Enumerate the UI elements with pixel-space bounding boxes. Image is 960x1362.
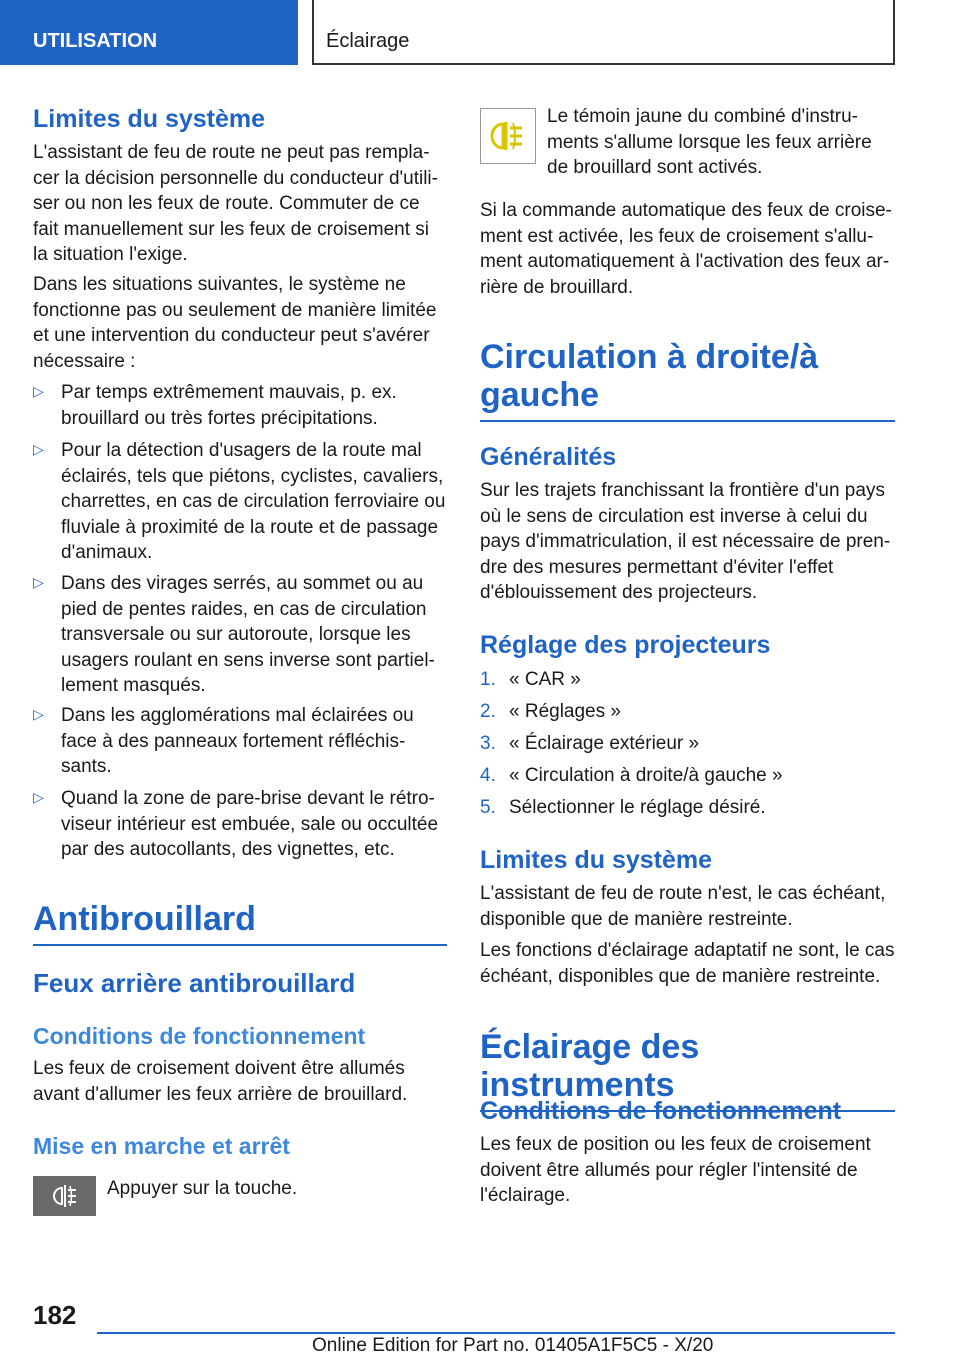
paragraph-limits-1: L'assistant de feu de route ne peut pas rempla-cer la décision personnelle du conducteur d'utili-ser ou non les feux de route. Commuter de ce fait manuellement sur les feux de croisement si la situation l'exige. <box>33 142 438 265</box>
paragraph-conditions-2: Les feux de position ou les feux de croisement doivent être allumés pour régler l'intensité de l'éclairage. <box>480 1134 871 1206</box>
section-tab: UTILISATION <box>0 0 298 65</box>
list-item-text: Par temps extrêmement mauvais, p. ex. brouillard ou très fortes précipitations. <box>61 382 397 429</box>
bullet-triangle-icon: ▷ <box>33 789 44 805</box>
paragraph-conditions: Les feux de croisement doivent être allumés avant d'allumer les feux arrière de brouillard. <box>33 1058 408 1105</box>
heading-generalites: Généralités <box>480 443 617 471</box>
footer-divider <box>97 1332 895 1334</box>
footer-edition: Online Edition for Part no. 01405A1F5C5 - X/20 <box>312 1335 714 1356</box>
list-item-text: Quand la zone de pare-brise devant le rétro-viseur intérieur est embuée, sale ou occultée par des autocollants, des vignettes, etc. <box>61 788 439 860</box>
paragraph-limits-2: Dans les situations suivantes, le système ne fonctionne pas ou seulement de manière limitée et une intervention du conducteur peut s'avérer nécessaire : <box>33 274 437 372</box>
heading-conditions: Conditions de fonctionnement <box>33 1023 366 1049</box>
page-number: 182 <box>33 1300 77 1330</box>
step-text: « Circulation à droite/à gauche » <box>509 765 783 786</box>
heading-conditions-2: Conditions de fonctionnement <box>480 1097 842 1125</box>
rear-fog-indicator-icon <box>480 108 536 164</box>
heading-reglage: Réglage des projecteurs <box>480 631 771 659</box>
paragraph-mise: Appuyer sur la touche. <box>107 1178 298 1199</box>
list-item-text: Dans des virages serrés, au sommet ou au pied de pentes raides, en cas de circulation transversale ou sur autoroute, lorsque les usagers roulant en sens inverse sont partiel-lement masqués. <box>61 573 435 696</box>
bullet-triangle-icon: ▷ <box>33 383 44 399</box>
step-number: 2. <box>480 701 496 722</box>
step-number: 4. <box>480 765 496 786</box>
bullet-triangle-icon: ▷ <box>33 574 44 590</box>
paragraph-temoin: Le témoin jaune du combiné d'instru-ments s'allume lorsque les feux arrière de brouillard sont activés. <box>547 106 872 178</box>
heading-mise-en-marche: Mise en marche et arrêt <box>33 1133 290 1159</box>
list-item <box>33 703 447 780</box>
paragraph-auto: Si la commande automatique des feux de croise-ment est activée, les feux de croisement s'allu-ment automatiquement à l'activation des feux ar-rière de brouillard. <box>480 200 892 298</box>
list-item <box>33 438 447 566</box>
heading-circulation: Circulation à droite/à gauche <box>480 338 895 422</box>
heading-limits: Limites du système <box>33 105 266 133</box>
list-item <box>33 786 447 863</box>
step-number: 5. <box>480 797 496 818</box>
heading-limits-2: Limites du système <box>480 846 713 874</box>
step-text: « Éclairage extérieur » <box>509 733 700 754</box>
step-number: 1. <box>480 669 496 690</box>
bullet-triangle-icon: ▷ <box>33 441 44 457</box>
paragraph-limits2-a: L'assistant de feu de route n'est, le cas échéant, disponible que de manière restreinte. <box>480 883 886 930</box>
step-text: « CAR » <box>509 669 581 690</box>
heading-antibrouillard: Antibrouillard <box>33 900 447 946</box>
step-text: « Réglages » <box>509 701 621 722</box>
list-item-text: Pour la détection d'usagers de la route mal éclairés, tels que piétons, cyclistes, cavaliers, charrettes, en cas de circulation ferroviaire ou fluviale à proximité de la route et de passage d'animaux. <box>61 440 446 563</box>
list-item <box>33 380 447 431</box>
paragraph-limits2-b: Les fonctions d'éclairage adaptatif ne sont, le cas échéant, disponibles que de manière restreinte. <box>480 940 895 987</box>
rear-fog-button-icon <box>33 1176 96 1216</box>
list-item <box>33 571 447 699</box>
topic-tab: Éclairage <box>312 0 895 65</box>
heading-feux-arriere: Feux arrière antibrouillard <box>33 968 356 998</box>
list-item-text: Dans les agglomérations mal éclairées ou face à des panneaux fortement réfléchis-sants. <box>61 705 414 777</box>
heading-eclairage-instruments: Éclairage des instruments <box>480 1028 895 1112</box>
step-text: Sélectionner le réglage désiré. <box>509 797 766 818</box>
step-number: 3. <box>480 733 496 754</box>
bullet-triangle-icon: ▷ <box>33 706 44 722</box>
paragraph-generalites: Sur les trajets franchissant la frontière d'un pays où le sens de circulation est inverse à celui du pays d'immatriculation, il est nécessaire de pren-dre des mesures permettant d'éviter l'effet d'éblouissement des projecteurs. <box>480 480 891 603</box>
